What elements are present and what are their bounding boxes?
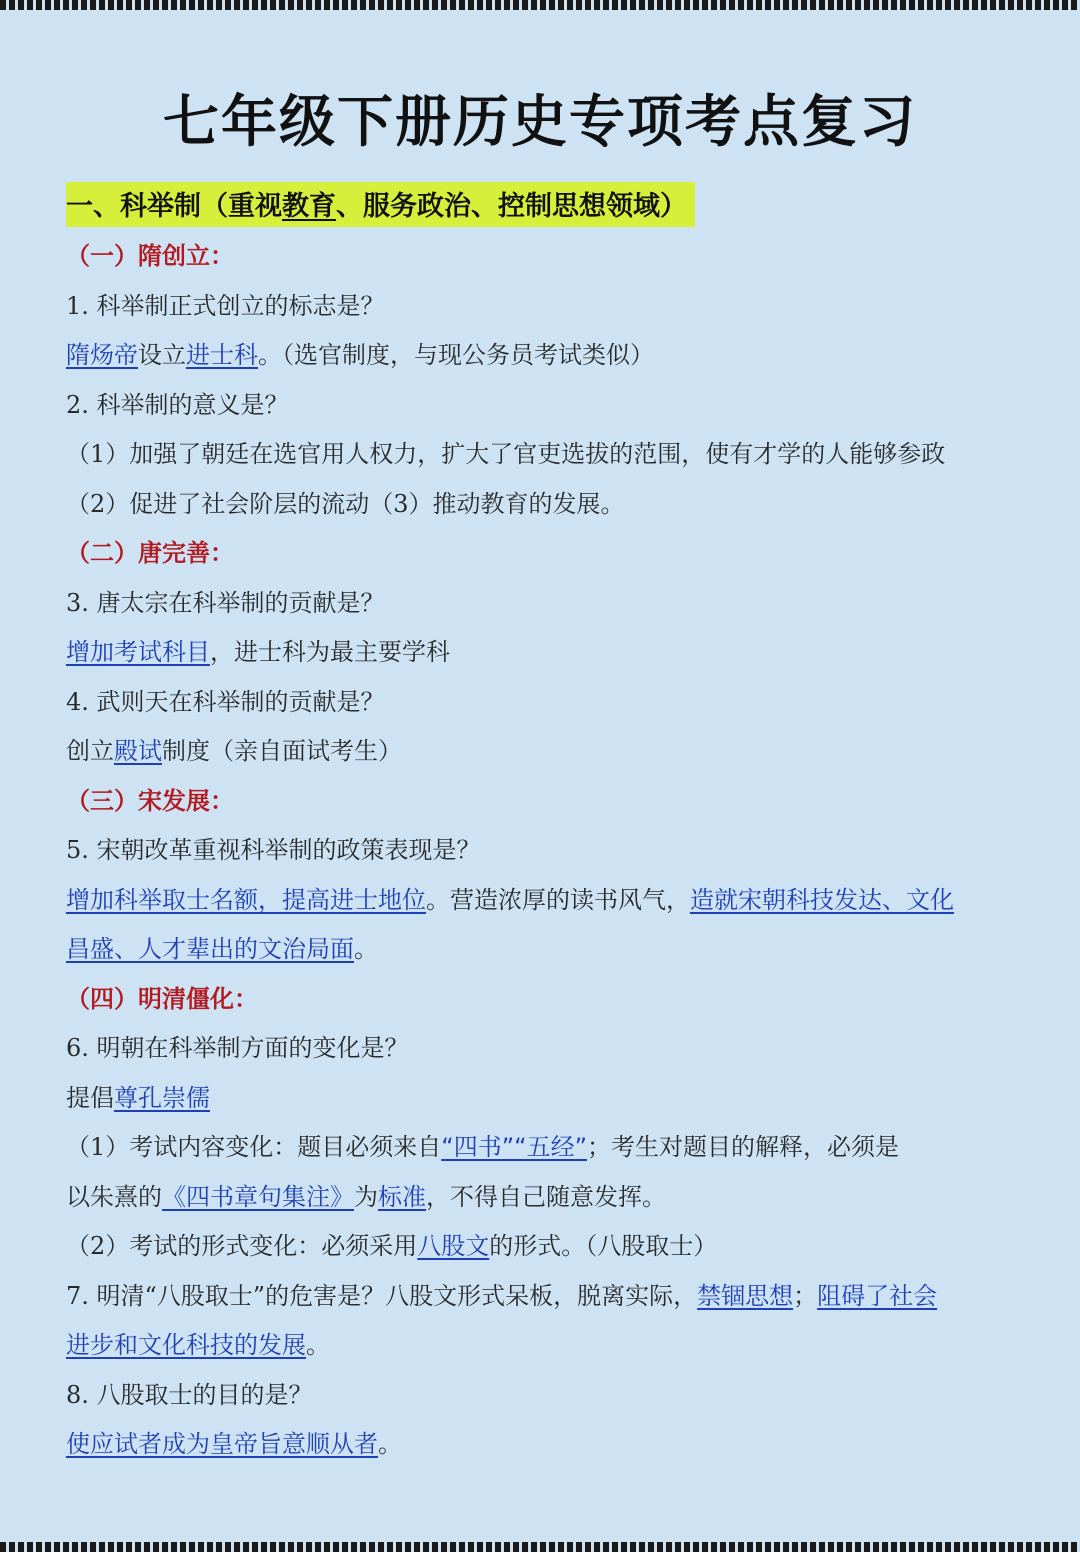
section-heading-text-2: 、服务政治、控制思想领域）: [336, 191, 687, 222]
answer-6-point-1: （1）考试内容变化：题目必须来自“四书”“五经”；考生对题目的解释，必须是: [66, 1133, 900, 1161]
answer-5-line-1: 增加科举取士名额，提高进士地位。营造浓厚的读书风气，造就宋朝科技发达、文化: [66, 885, 954, 914]
subheading-mingqing: （四）明清僵化：: [66, 984, 258, 1013]
section-heading-text-1: 一、科举制（重视: [66, 191, 282, 222]
question-8: 8. 八股取士的目的是？: [66, 1380, 313, 1409]
answer-3: 增加考试科目，进士科为最主要学科: [66, 638, 450, 666]
question-2: 2. 科举制的意义是？: [66, 390, 289, 419]
question-3: 3. 唐太宗在科举制的贡献是？: [66, 588, 385, 617]
question-5: 5. 宋朝改革重视科举制的政策表现是？: [66, 836, 481, 864]
answer-6-point-2: （2）考试的形式变化：必须采用八股文的形式。（八股取士）: [66, 1232, 718, 1260]
section-heading-keyword: 教育: [282, 191, 336, 222]
question-1: 1. 科举制正式创立的标志是？: [66, 291, 385, 320]
decorative-border-top: [0, 0, 1080, 10]
question-7-cont: 进步和文化科技的发展。: [66, 1331, 330, 1359]
subheading-song: （三）宋发展：: [66, 786, 234, 815]
content: [66, 232, 1016, 1470]
page-title: 七年级下册历史专项考点复习: [163, 90, 917, 155]
answer-6: 提倡尊孔崇儒: [66, 1083, 210, 1112]
answer-5-line-2: 昌盛、人才辈出的文治局面。: [66, 935, 378, 963]
answer-1: 隋炀帝设立进士科。（选官制度，与现公务员考试类似）: [66, 341, 654, 369]
subheading-tang: （二）唐完善：: [66, 539, 234, 567]
question-4: 4. 武则天在科举制的贡献是？: [66, 687, 385, 716]
section-heading: [66, 182, 695, 227]
decorative-border-bottom: [0, 1542, 1080, 1552]
answer-6-point-1-cont: 以朱熹的《四书章句集注》为标准，不得自己随意发挥。: [66, 1182, 666, 1211]
answer-2-point-1: （1）加强了朝廷在选官用人权力，扩大了官吏选拔的范围，使有才学的人能够参政: [66, 440, 946, 468]
question-6: 6. 明朝在科举制方面的变化是？: [66, 1034, 409, 1062]
answer-2-point-2: （2）促进了社会阶层的流动（3）推动教育的发展。: [66, 489, 625, 518]
answer-8: 使应试者成为皇帝旨意顺从者。: [66, 1430, 402, 1458]
question-7: 7. 明清“八股取士”的危害是？八股文形式呆板，脱离实际，禁锢思想；阻碍了社会: [66, 1281, 938, 1310]
subheading-sui: （一）隋创立：: [66, 242, 234, 270]
answer-4: 创立殿试制度（亲自面试考生）: [66, 737, 402, 765]
